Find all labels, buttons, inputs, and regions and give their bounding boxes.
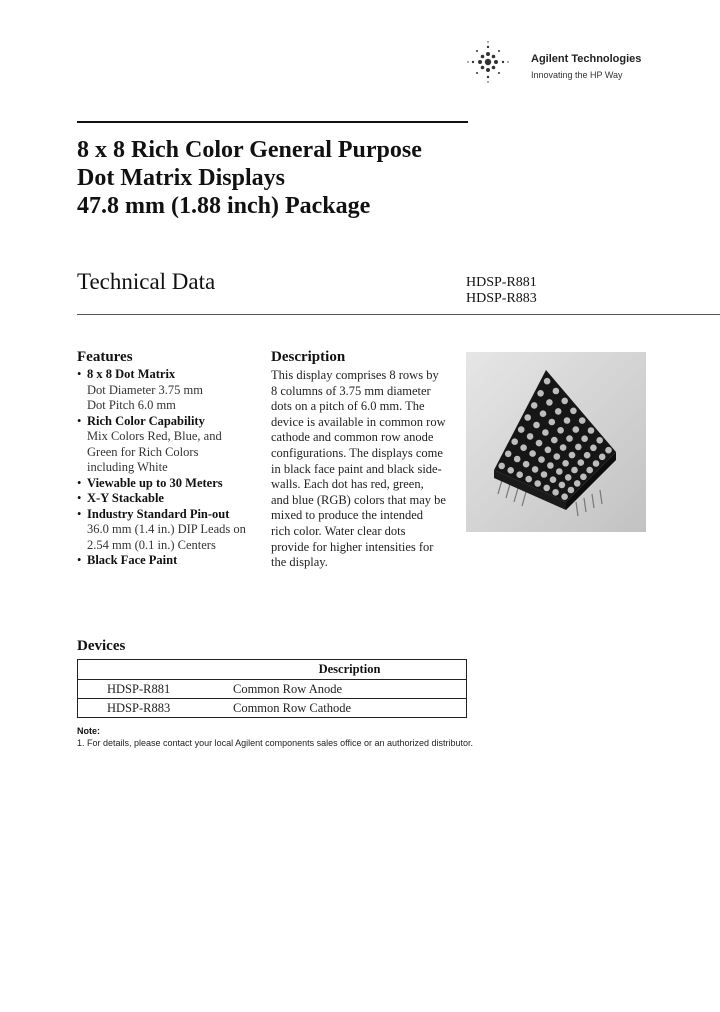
feature-item: [77, 491, 262, 507]
features-list: [77, 367, 262, 569]
matrix-dot: [593, 460, 600, 467]
matrix-dot: [556, 468, 563, 475]
feature-item: [77, 507, 262, 554]
matrix-dot: [537, 390, 544, 397]
matrix-dot: [571, 467, 578, 474]
matrix-dot: [544, 378, 551, 385]
devices-table: [77, 659, 467, 718]
matrix-dot: [538, 456, 545, 463]
matrix-dot: [507, 467, 514, 474]
matrix-dot: [520, 444, 527, 451]
matrix-dot: [588, 427, 595, 434]
bullet-icon: •: [77, 506, 82, 521]
matrix-dot: [580, 474, 587, 481]
table-row: [78, 699, 467, 718]
description-line: mixed to produce the intended: [271, 508, 424, 523]
title-line: Dot Matrix Displays: [77, 165, 285, 191]
agilent-spark-logo: [466, 40, 510, 84]
matrix-dot: [540, 410, 547, 417]
matrix-dot: [570, 408, 577, 415]
bullet-icon: •: [77, 367, 82, 381]
matrix-dot: [531, 402, 538, 409]
note-text: 1. For details, please contact your local Agilent components sales office or an authorized distributor.: [77, 738, 474, 748]
part-number: HDSP-R881: [466, 275, 537, 290]
description-line: in black face paint and black side-: [271, 461, 442, 476]
matrix-dot: [505, 451, 512, 458]
matrix-dot: [542, 429, 549, 436]
description-line: cathode and common row anode: [271, 430, 434, 445]
matrix-dot: [498, 463, 505, 470]
matrix-dot: [529, 450, 536, 457]
matrix-dot: [547, 462, 554, 469]
brand-name: Agilent Technologies: [531, 53, 642, 65]
matrix-dot: [557, 427, 564, 434]
matrix-dot: [518, 426, 525, 433]
matrix-dot: [559, 482, 566, 489]
feature-title: Rich Color Capability: [87, 413, 205, 428]
table-header-description: Description: [233, 660, 467, 680]
feature-item: [77, 414, 262, 476]
part-cell: HDSP-R881: [78, 680, 234, 699]
matrix-dot: [574, 480, 581, 487]
matrix-dot: [546, 399, 553, 406]
feature-item: [77, 476, 262, 492]
description-line: rich color. Water clear dots: [271, 523, 406, 538]
matrix-dot: [584, 452, 591, 459]
feature-detail: 36.0 mm (1.4 in.) DIP Leads on: [87, 522, 246, 536]
description-line: and blue (RGB) colors that may be: [271, 492, 446, 507]
matrix-dot: [552, 489, 559, 496]
matrix-dot: [514, 456, 521, 463]
brand-tagline: Innovating the HP Way: [531, 70, 623, 80]
note-label: Note:: [77, 726, 100, 736]
matrix-dot: [590, 445, 597, 452]
features-heading: Features: [77, 349, 133, 365]
matrix-dot: [561, 398, 568, 405]
matrix-dot: [561, 493, 568, 500]
description-line: dots on a pitch of 6.0 mm. The: [271, 399, 425, 414]
matrix-dot: [511, 438, 518, 445]
description-heading: Description: [271, 349, 346, 365]
description-cell: Common Row Anode: [233, 680, 467, 699]
bullet-icon: •: [77, 413, 82, 428]
matrix-dot: [562, 460, 569, 467]
technical-data-label: Technical Data: [77, 269, 216, 294]
description-line: This display comprises 8 rows by: [271, 368, 439, 382]
devices-heading: Devices: [77, 638, 126, 654]
matrix-dot: [560, 444, 567, 451]
title-rule: [77, 121, 468, 123]
product-photo: [466, 352, 646, 532]
matrix-dot: [573, 426, 580, 433]
matrix-dot: [534, 480, 541, 487]
matrix-dot: [549, 419, 556, 426]
matrix-dot: [545, 447, 552, 454]
feature-title: Industry Standard Pin-out: [87, 506, 230, 521]
description-cell: Common Row Cathode: [233, 700, 352, 715]
matrix-dot: [586, 467, 593, 474]
part-number: HDSP-R883: [466, 291, 537, 306]
matrix-dot: [566, 435, 573, 442]
matrix-dot: [516, 471, 523, 478]
bullet-icon: •: [77, 475, 82, 490]
matrix-dot: [525, 476, 532, 483]
feature-title: Viewable up to 30 Meters: [87, 475, 223, 490]
matrix-dot: [543, 485, 550, 492]
document-title: [77, 136, 477, 220]
matrix-dot: [581, 435, 588, 442]
title-line: 8 x 8 Rich Color General Purpose: [77, 137, 422, 163]
section-rule: [77, 314, 720, 315]
matrix-dot: [568, 487, 575, 494]
matrix-dot: [579, 417, 586, 424]
matrix-dot: [536, 440, 543, 447]
matrix-dot: [551, 437, 558, 444]
matrix-dot: [553, 388, 560, 395]
description-line: walls. Each dot has red, green,: [271, 477, 424, 492]
description-line: device is available in common row: [271, 414, 446, 429]
feature-detail: Mix Colors Red, Blue, and: [87, 429, 222, 443]
description-body: [271, 368, 461, 571]
matrix-dot: [605, 447, 612, 454]
feature-title: Black Face Paint: [87, 553, 178, 567]
feature-title: 8 x 8 Dot Matrix: [87, 367, 176, 381]
matrix-dot: [565, 474, 572, 481]
matrix-dot: [523, 461, 530, 468]
description-line: configurations. The displays come: [271, 445, 443, 460]
matrix-dot: [550, 476, 557, 483]
title-line: 47.8 mm (1.88 inch) Package: [77, 193, 371, 219]
part-cell: HDSP-R883: [107, 700, 171, 715]
matrix-dot: [599, 454, 606, 461]
feature-detail: including White: [87, 460, 168, 474]
matrix-dot: [533, 422, 540, 429]
table-row: [78, 680, 467, 699]
feature-item: [77, 553, 262, 569]
matrix-dot: [555, 408, 562, 415]
description-line: the display.: [271, 555, 328, 570]
matrix-dot: [532, 466, 539, 473]
feature-detail: Dot Diameter 3.75 mm: [87, 382, 203, 397]
feature-detail: 2.54 mm (0.1 in.) Centers: [87, 537, 216, 552]
matrix-dot: [541, 471, 548, 478]
matrix-dot: [575, 444, 582, 451]
matrix-dot: [554, 453, 561, 460]
matrix-dot: [524, 414, 531, 421]
feature-title: X-Y Stackable: [87, 491, 164, 505]
matrix-dot: [527, 433, 534, 440]
matrix-dot: [578, 459, 585, 466]
feature-item: [77, 367, 262, 414]
matrix-dot: [569, 452, 576, 459]
bullet-icon: •: [77, 553, 82, 567]
bullet-icon: •: [77, 491, 82, 505]
feature-detail: Dot Pitch 6.0 mm: [87, 398, 176, 412]
matrix-dot: [596, 437, 603, 444]
description-line: 8 columns of 3.75 mm diameter: [271, 383, 431, 398]
table-header-blank: [78, 660, 234, 680]
matrix-dot: [564, 417, 571, 424]
feature-detail: Green for Rich Colors: [87, 444, 199, 459]
description-line: provide for higher intensities for: [271, 539, 434, 554]
